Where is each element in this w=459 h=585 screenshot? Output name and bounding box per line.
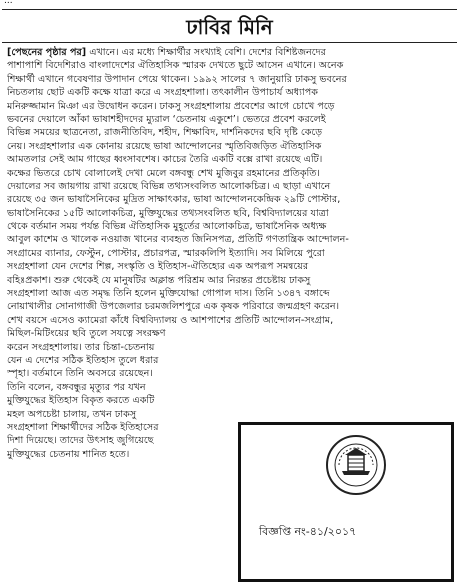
- article-line: বহিঃপ্রকাশ। শুরু থেকেই যে মানুষটির অক্লান্ত পরিশ্রম আর নিরন্তর প্রচেষ্টায় ঢাকসু: [7, 274, 311, 286]
- notice-number: বিজ্ঞপ্তি নং-৪১/২০১৭: [259, 525, 357, 538]
- article-line: স্পৃহা। বর্তমানে তিনি অবসরে রয়েছেন।: [7, 368, 153, 380]
- article-title: ঢাবির মিনি: [186, 15, 273, 39]
- article-line: মুক্তিযুদ্ধের চেতনায় শানিত হতে।: [7, 448, 130, 460]
- article-line: নিচতলায় ছোট একটি কক্ষে যাত্রা করে এ সংগ্রহশালা। তৎকালীন উপাচার্য অধ্যাপক: [7, 87, 318, 99]
- previous-article-fragment: ...: [4, 0, 13, 6]
- article-line: ভবনের দেয়ালে আঁকা ভাষাশহীদদের ম্যুরাল ‘চেতনায় একুশে’। ভেতরে প্রবেশ করলেই: [7, 113, 326, 125]
- article-body: [7, 46, 454, 461]
- article-line: যেন এ দেশের সঠিক ইতিহাস তুলে ধরার: [7, 354, 159, 366]
- article-line: সংগ্রহশালা যেন দেশের শিল্প, সংস্কৃতি ও ইতিহাস-ঐতিহ্যের এক অপরূপ সমন্বয়ের: [7, 261, 309, 273]
- article-line-text: এখানে। এর মধ্যে শিক্ষার্থীর সংখ্যাই বেশি। দেশের বিশিষ্টজনদের: [89, 47, 326, 58]
- article-line: থেকে বর্তমান সময় পর্যন্ত বিভিন্ন ঐতিহাসিক মুহূর্তের আলোকচিত্র, ভাষাসৈনিক অধ্যক্ষ: [7, 221, 327, 233]
- article-line: বিভিন্ন সময়ের ছাত্রনেতা, রাজনীতিবিদ, শহীদ, শিক্ষাবিদ, দার্শনিকদের ছবি দৃষ্টি কেড়ে: [7, 127, 323, 139]
- continued-from-label: [পেছনের পৃষ্ঠার পর]: [7, 47, 87, 58]
- seal-emblem-icon: [328, 437, 384, 493]
- article-line: পাশাপাশি বিদেশিরাও বাংলাদেশের ঐতিহাসিক স্মারক দেখতে ছুটে আসেন এখানে। অনেক: [7, 60, 344, 72]
- article-line: তিনি বলেন, বঙ্গবন্ধুর মৃত্যুর পর যখন: [7, 381, 146, 393]
- article-line: [7, 46, 454, 59]
- article-line: মনিরুজ্জামান মিঞা এর উদ্বোধন করেন। ঢাকসু সংগ্রহশালায় প্রবেশের আগে চোখে পড়ে: [7, 100, 335, 112]
- article-line: রয়েছে ৩৫ জন ভাষাসৈনিকের মুদ্রিত সাক্ষাৎকার, ভাষা আন্দোলনকেন্দ্রিক ২৯টি পোস্টার,: [7, 194, 341, 206]
- article-line: সংগ্রহশালা শিক্ষার্থীদের সঠিক ইতিহাসের: [7, 421, 159, 433]
- title-rule: [2, 42, 457, 43]
- article-line: মিছিল-মিটিংয়ের ছবি তুলে সযত্নে সংরক্ষণ: [7, 328, 166, 340]
- article-line: শেখ বয়সে এসেও ক্যামেরা কাঁধে বিশ্ববিদ্যালয় ও আশপাশের প্রতিটি আন্দোলন-সংগ্রাম,: [7, 314, 334, 326]
- article-line: ভাষাসৈনিকের ১৫টি আলোকচিত্র, মুক্তিযুদ্ধের তথ্যসংবলিত ছবি, বিশ্ববিদ্যালয়ের যাত্রা: [7, 207, 329, 219]
- article-line: করেন সংগ্রহশালায়। তার চিন্তা-চেতনায়: [7, 341, 155, 353]
- article-line: নেয়। সংগ্রহশালার এক কোনায় রয়েছে ভাষা আন্দোলনের স্মৃতিবিজড়িত ঐতিহাসিক: [7, 140, 322, 152]
- article-line: দেয়ালের সব জায়গায় রাখা রয়েছে বিভিন্ন তথ্যসংবলিত আলোকচিত্র। এ ছাড়া এখানে: [7, 180, 331, 192]
- article-line: শিক্ষার্থী এখানে গবেষণার উপাদান পেয়ে থাকেন। ১৯৯২ সালের ৭ জানুয়ারি ঢাকসু ভবনের: [7, 73, 347, 85]
- top-rule: [2, 9, 457, 10]
- article-line: মহল অপচেষ্টা চালায়, তখন ঢাকসু: [7, 408, 137, 420]
- article-line: মুক্তিযুদ্ধের ইতিহাস বিকৃত করতে একটি: [7, 395, 155, 407]
- article-line: আমতলার সেই আম গাছের ধ্বংসাবশেষ। কাচের তৈরি একটি বক্সে রাখা রয়েছে এটি।: [7, 154, 323, 166]
- university-seal-icon: [326, 435, 386, 495]
- article-line: দিশা দিয়েছে। তাদের উৎসাহ জুগিয়েছে: [7, 435, 154, 447]
- article-line: সংগ্রামের ব্যানার, ফেস্টুন, পোস্টার, প্রচারপত্র, স্মারকলিপি ইত্যাদি। সব মিলিয়ে পুরো: [7, 247, 325, 259]
- article-line: নোয়াখালীর সোনাগাজী উপজেলার চরমজলিশপুরে এক কৃষক পরিবারে জন্মগ্রহণ করেন।: [7, 301, 339, 313]
- article-line: আবুল কাশেম ও খালেক নওয়াজ খানের ব্যবহৃত জিনিসপত্র, প্রতিটি গণতান্ত্রিক আন্দোলন-: [7, 234, 349, 246]
- article-line: সংগ্রহশালা আজ এত সমৃদ্ধ তিনি হলেন মুক্তিযোদ্ধা গোপাল দাস। তিনি ১৩৪৭ বঙ্গাব্দে: [7, 288, 330, 300]
- article-line: কক্ষের ভিতরে চোখ বোলালেই দেখা মেলে বঙ্গবন্ধু শেখ মুজিবুর রহমানের প্রতিকৃতি।: [7, 167, 320, 179]
- notice-advertisement: [238, 422, 454, 582]
